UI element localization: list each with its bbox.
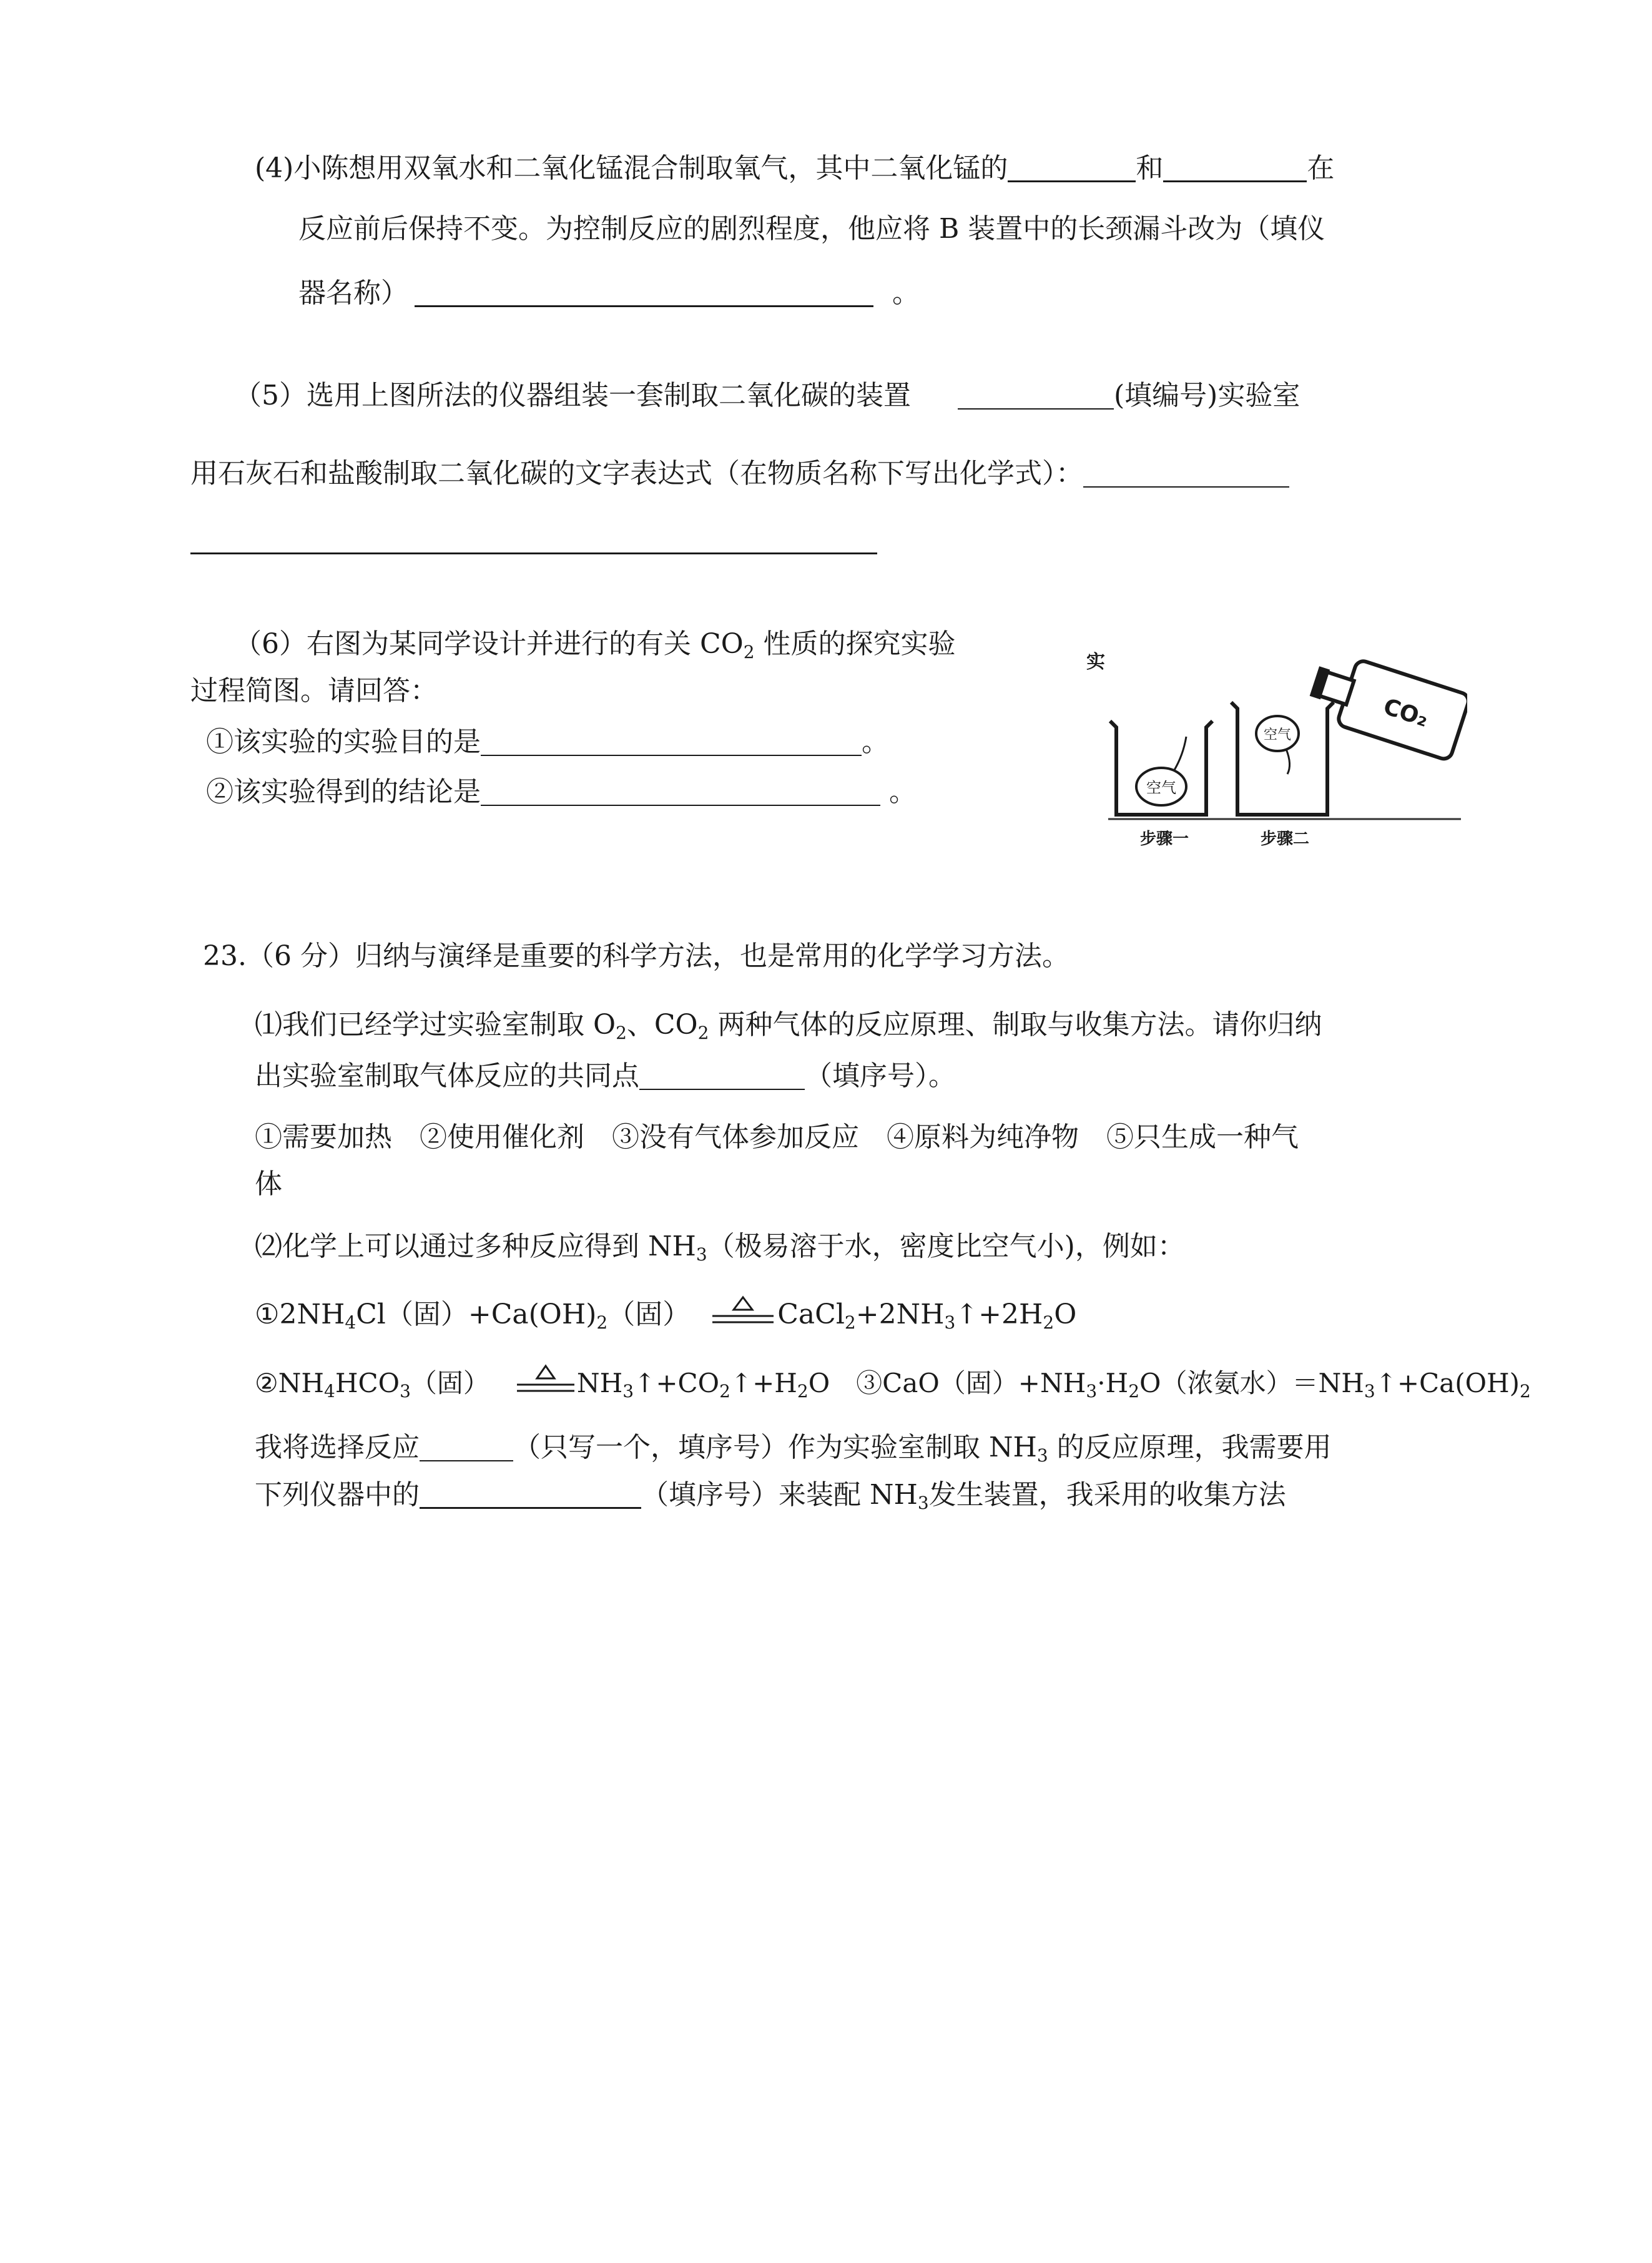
answer-blank-q4-3[interactable] <box>415 278 873 307</box>
co2-experiment-drawing <box>1086 649 1467 849</box>
answer-line-q5-3[interactable] <box>190 552 877 554</box>
answer-blank-q5-1[interactable] <box>958 381 1114 410</box>
co2-experiment-figure <box>1086 649 1467 849</box>
q6-line3: ①该实验的实验目的是 。 <box>206 726 889 758</box>
q6-line2: 过程简图。请回答： <box>190 675 438 707</box>
heat-condition-symbol <box>709 1298 777 1326</box>
balloon-one-string <box>1174 737 1186 771</box>
q4-line3: 器名称） 。 <box>298 277 920 309</box>
q23-options-line1: ①需要加热 ②使用催化剂 ③没有气体参加反应 ④原料为纯净物 ⑤只生成一种气 <box>255 1121 1299 1153</box>
q23-options-line2: 体 <box>255 1168 282 1200</box>
q23-header: 23.（6 分）归纳与演绎是重要的科学方法，也是常用的化学学习方法。 <box>203 940 1069 972</box>
q23-reaction-1: $①2NH_4Cl$（固）$+Ca(OH)_2$（固） $CaCl_2+2NH_3↑+2H_2O$ <box>255 1298 1077 1333</box>
balloon-one-label: 空气 <box>1146 779 1176 797</box>
answer-blank-q23-3[interactable] <box>420 1480 641 1509</box>
heat-condition-symbol-2 <box>514 1367 577 1395</box>
q23-p1-line2: 出实验室制取气体反应的共同点 （填序号）。 <box>255 1060 956 1092</box>
answer-blank-q6-1[interactable] <box>481 727 862 756</box>
q23-p3-line2: 下列仪器中的 （填序号）来装配 $NH_3$发生装置，我采用的收集方法 <box>255 1479 1286 1513</box>
q23-p3-line1: 我将选择反应 （只写一个，填序号）作为实验室制取 $NH_3$ 的反应原理，我需要用 <box>255 1431 1332 1466</box>
q4-line2: 反应前后保持不变。为控制反应的剧烈程度，他应将 B 装置中的长颈漏斗改为（填仪 <box>298 213 1325 245</box>
answer-blank-q23-2[interactable] <box>420 1433 513 1461</box>
answer-blank-q4-1[interactable] <box>1008 153 1136 182</box>
balloon-two-string <box>1286 749 1290 774</box>
answer-blank-q5-2[interactable] <box>1083 459 1289 488</box>
step-one-label: 步骤一 <box>1139 830 1189 848</box>
q23-reaction-2-3: $②NH_4HCO_3$（固） $NH_3↑+CO_2↑+H_2O$ ③CaO（固）$+NH_3\cdot H_2O$（浓氨水）$=NH_3↑+Ca(OH)_2$ <box>255 1367 1531 1397</box>
q23-p1-line1: ⑴我们已经学过实验室制取 $O_2$、$CO_2$ 两种气体的反应原理、制取与收集方法。请你归纳 <box>255 1009 1322 1043</box>
step-two-label: 步骤二 <box>1260 830 1310 848</box>
answer-blank-q23-1[interactable] <box>639 1061 805 1090</box>
q4-line1: (4)小陈想用双氧水和二氧化锰混合制取氧气，其中二氧化锰的 和 在 <box>255 152 1335 184</box>
answer-blank-q6-2[interactable] <box>481 777 880 806</box>
balloon-two-label: 空气 <box>1263 727 1292 743</box>
q23-p2: ⑵化学上可以通过多种反应得到 $NH_3$（极易溶于水，密度比空气小)，例如： <box>255 1230 1185 1265</box>
q5-line2: 用石灰石和盐酸制取二氧化碳的文字表达式（在物质名称下写出化学式）： <box>190 459 1289 488</box>
q6-line1: （6）右图为某同学设计并进行的有关 $CO_2$ 性质的探究实验 <box>234 628 956 662</box>
co2-bottle-label: CO₂ <box>1380 694 1432 732</box>
q6-line4: ②该实验得到的结论是 。 <box>206 776 917 808</box>
figure-corner-char: 实 <box>1086 651 1105 673</box>
q5-line1: （5）选用上图所法的仪器组装一套制取二氧化碳的装置 (填编号)实验室 <box>234 380 1300 411</box>
answer-blank-q4-2[interactable] <box>1163 153 1307 182</box>
